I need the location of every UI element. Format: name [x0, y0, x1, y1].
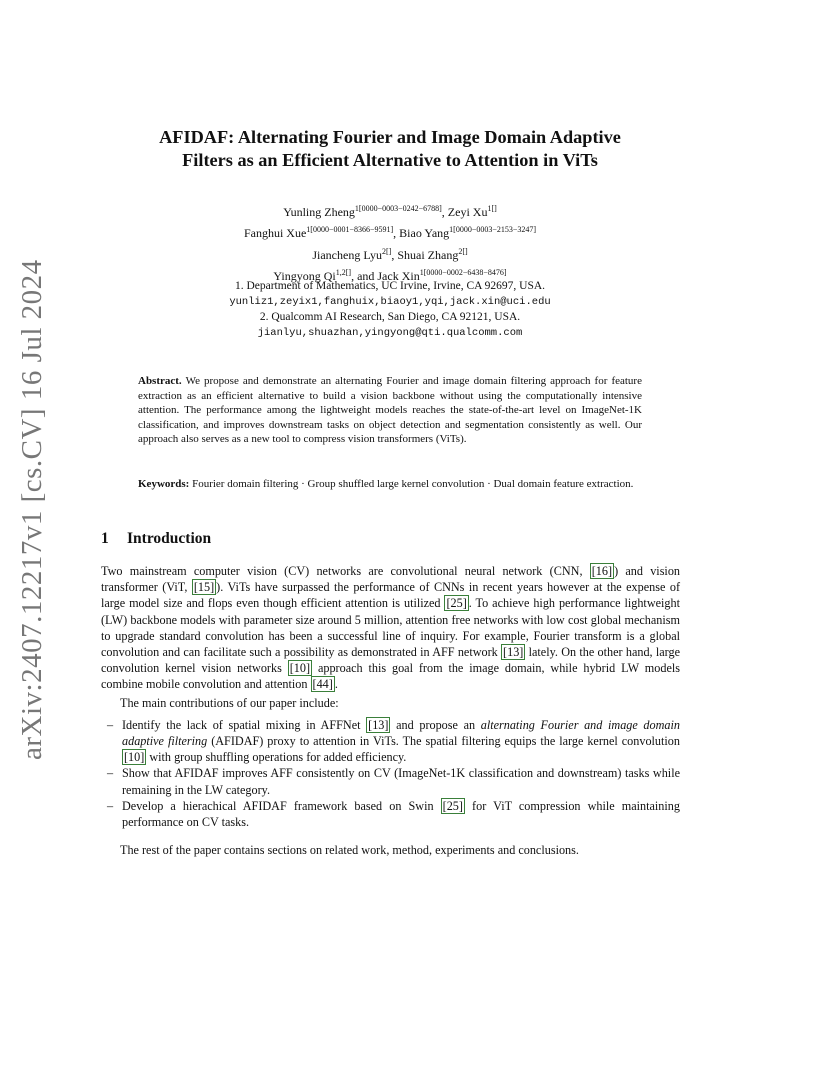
- citation-link[interactable]: [13]: [503, 645, 524, 660]
- citation-link[interactable]: [16]: [591, 564, 613, 578]
- list-dash: –: [107, 798, 114, 813]
- keywords: [138, 477, 642, 492]
- author-name: Fanghui Xue: [243, 226, 307, 241]
- text-run: .: [334, 677, 338, 692]
- abstract: [138, 374, 642, 447]
- introduction-body: [101, 563, 680, 858]
- title-line-2: Filters as an Efficient Alternative to Attention in ViTs: [182, 150, 598, 170]
- text-run: approach this goal from the image domain, while hybrid LW models combine mobile convolution and attention: [101, 661, 681, 692]
- text-run: lately. On the other hand, large convolution kernel vision networks: [101, 645, 680, 676]
- text-run: ) and vision transformer (ViT,: [101, 564, 681, 595]
- email-1: yunliz1,zeyix1,fanghuix,biaoy1,yqi,jack.xin@uci.edu: [229, 295, 551, 308]
- section-heading: [101, 530, 211, 548]
- contributions-list: [101, 717, 680, 830]
- author-name: Jack Xin: [377, 269, 420, 284]
- author-name: Yingyong Qi: [273, 269, 336, 284]
- text-run: Two mainstream computer vision (CV) networks are convolutional neural network (CNN,: [101, 564, 590, 578]
- author-orcid: 1[]: [487, 204, 497, 213]
- arxiv-identifier: arXiv:2407.12217v1 [cs.CV] 16 Jul 2024: [16, 259, 48, 760]
- affiliation-1: 1. Department of Mathematics, UC Irvine, Irvine, CA 92697, USA.: [234, 280, 546, 292]
- author-orcid: 2[]: [382, 246, 392, 256]
- abstract-label: Abstract.: [138, 375, 182, 387]
- keywords-label: Keywords:: [138, 478, 190, 490]
- author-name: Yunling Zheng: [283, 205, 355, 219]
- email-2: jianlyu,shuazhan,yingyong@qti.qualcomm.com: [257, 326, 523, 339]
- author-orcid: 1[0000−0002−6438−8476]: [419, 268, 507, 278]
- citation-link[interactable]: [15]: [193, 580, 215, 595]
- citation-link[interactable]: [25]: [446, 596, 467, 611]
- author-line-2: Fanghui Xue$^{1[0000-0001-8366-9591]}$, Biao Yang$^{1[0000-0003-2153-3247]}$: [243, 225, 537, 241]
- author-name: Zeyi Xu: [447, 205, 488, 219]
- citation-link[interactable]: [10]: [289, 661, 311, 676]
- text-run: Develop a hierachical AFIDAF framework based on Swin: [122, 798, 441, 813]
- citation-link[interactable]: [25]: [442, 798, 463, 813]
- author-orcid: 1,2[]: [335, 268, 352, 278]
- author-orcid: 2[]: [458, 246, 468, 256]
- section-title: Introduction: [127, 530, 212, 547]
- text-run: and propose an: [390, 717, 481, 732]
- keywords-text: Fourier domain filtering · Group shuffled large kernel convolution · Dual domain feature extraction.: [192, 478, 634, 490]
- intro-paragraph-2: The main contributions of our paper include:: [120, 695, 339, 710]
- text-run: Show that AFIDAF improves AFF consistently on CV (ImageNet-1K classification and downstream) tasks while remaining in the LW category.: [122, 766, 680, 797]
- list-item: [101, 717, 680, 766]
- author-name: Shuai Zhang: [397, 247, 459, 262]
- text-run: for ViT compression while maintaining performance on CV tasks.: [122, 798, 680, 830]
- list-dash: –: [107, 766, 114, 781]
- title-line-1: AFIDAF: Alternating Fourier and Image Domain Adaptive: [159, 127, 621, 147]
- paper-title: [100, 126, 680, 172]
- citation-link[interactable]: [10]: [124, 750, 145, 765]
- list-dash: –: [107, 717, 114, 732]
- citation-link[interactable]: [44]: [312, 677, 333, 692]
- section-number: 1: [101, 530, 109, 547]
- author-orcid: 1[0000−0001−8366−9591]: [306, 225, 394, 235]
- text-run: . To achieve high performance lightweight (LW) backbone models with parameter size around 5 million, attention free networks with low cost global mechanism to upgrade standard convolution has been a successful line of inquiry. For example, Fourier transform is a global convolution and can facilitate such a possibility as demonstrated in AFF network: [101, 596, 680, 660]
- author-orcid: 1[0000−0003−2153−3247]: [449, 225, 537, 235]
- author-line-4: Yingyong $Qi^{1,2[]}$, and Jack Xin$^{1[0000-0002-6438-8476]}$: [273, 268, 507, 284]
- affiliation-2: 2. Qualcomm AI Research, San Diego, CA 92121, USA.: [259, 311, 521, 323]
- author-list: [100, 200, 680, 286]
- author-name: Biao Yang: [399, 226, 450, 241]
- text-run: (AFIDAF) proxy to attention in ViTs. The spatial filtering equips the large kernel convolution: [207, 734, 680, 749]
- text-run: with group shuffling operations for added efficiency.: [146, 750, 407, 765]
- text-run: ). ViTs have surpassed the performance of CNNs in recent years however at the expense of large model size and flops even though efficient attention is utilized: [101, 580, 680, 611]
- text-run: Identify the lack of spatial mixing in AFFNet: [122, 717, 367, 732]
- affiliations: [100, 279, 680, 341]
- emphasis: alternating Fourier and image domain adaptive filtering: [122, 717, 680, 749]
- list-item: [101, 798, 680, 830]
- author-orcid: 1[0000−0003−0242−6788]: [354, 204, 442, 213]
- citation-link[interactable]: [13]: [368, 717, 389, 732]
- author-line-3: Jiancheng Lyu$^{2[]}$, Shuai Zhang$^{2[]}$: [312, 246, 468, 262]
- list-item: [101, 765, 680, 797]
- abstract-text: We propose and demonstrate an alternating Fourier and image domain filtering approach for feature extraction as an efficient alternative to build a vision backbone without using the computationally intensive attention. The performance among the lightweight models reaches the state-of-the-art level on ImageNet-1K classification, and improves downstream tasks on object detection and segmentation consistently as well. Our approach also serves as a new tool to compress vision transformers (ViTs).: [138, 375, 642, 446]
- author-line-1: Yunling Zheng$^{1[0000-0003-0242-6788]}$, Zeyi $Xu^{1[]}$: [283, 204, 497, 219]
- intro-paragraph-3: The rest of the paper contains sections on related work, method, experiments and conclusions.: [120, 843, 579, 858]
- author-name: Jiancheng Lyu: [312, 247, 382, 262]
- intro-paragraph-1: [101, 563, 680, 693]
